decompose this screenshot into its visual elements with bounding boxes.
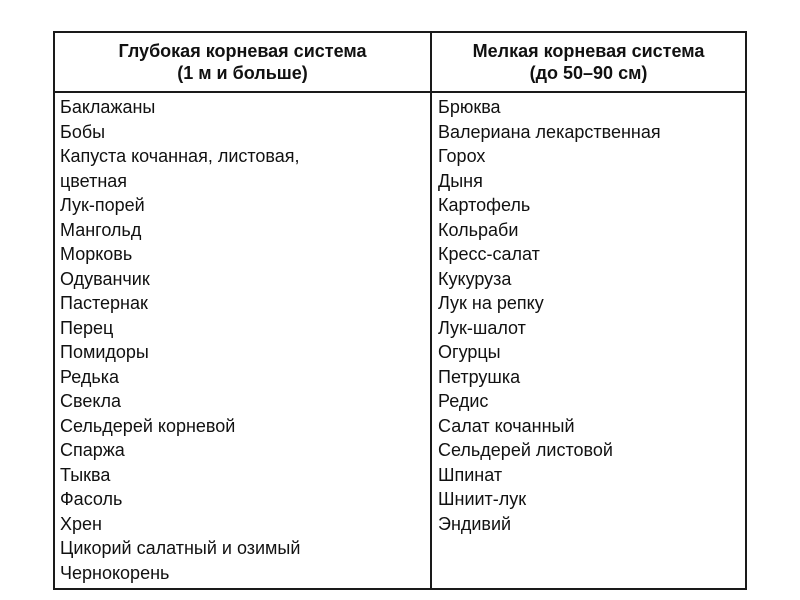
shallow-root-header-title: Мелкая корневая система — [472, 41, 705, 61]
list-item: цветная — [60, 170, 128, 191]
list-item: Хрен — [60, 513, 102, 534]
deep-root-header — [55, 33, 430, 93]
list-item: Валериана лекарственная — [438, 121, 661, 142]
list-item: Помидоры — [60, 342, 149, 362]
list-item: Эндивий — [438, 513, 512, 534]
list-item: Брюква — [438, 97, 501, 117]
shallow-root-column — [430, 33, 745, 588]
list-item: Одуванчик — [60, 268, 150, 289]
list-item: Горох — [438, 146, 486, 166]
list-item: Сельдерей корневой — [60, 415, 236, 436]
list-item: Капуста кочанная, листовая, — [60, 146, 300, 166]
shallow-root-header — [432, 33, 745, 93]
list-item: Кукуруза — [438, 268, 512, 289]
shallow-root-header-depth: (до 50–90 см) — [529, 63, 648, 83]
list-item: Фасоль — [60, 489, 123, 509]
list-item: Картофель — [438, 195, 531, 215]
list-item: Лук-порей — [60, 195, 145, 215]
list-item: Тыква — [60, 464, 111, 485]
list-item: Баклажаны — [60, 97, 156, 117]
list-item: Лук на репку — [438, 293, 544, 313]
list-item: Перец — [60, 317, 114, 338]
list-item: Салат кочанный — [438, 415, 575, 436]
list-item: Свекла — [60, 391, 121, 411]
list-item: Шниит-лук — [438, 489, 527, 509]
list-item: Редька — [60, 366, 119, 387]
list-item: Кольраби — [438, 219, 519, 240]
deep-root-list — [55, 95, 430, 585]
list-item: Цикорий салатный и озимый — [60, 538, 301, 558]
list-item: Петрушка — [438, 366, 521, 387]
deep-root-column — [55, 33, 430, 588]
list-item: Редис — [438, 391, 489, 411]
list-item: Спаржа — [60, 440, 125, 460]
list-item: Мангольд — [60, 219, 142, 240]
list-item: Морковь — [60, 244, 133, 264]
list-item: Сельдерей листовой — [438, 440, 613, 460]
list-item: Чернокорень — [60, 562, 170, 583]
deep-root-header-title: Глубокая корневая система — [118, 41, 367, 61]
deep-root-header-depth: (1 м и больше) — [177, 63, 308, 83]
shallow-root-list — [432, 95, 745, 536]
list-item: Кресс-салат — [438, 244, 540, 264]
root-system-table — [53, 31, 747, 590]
list-item: Бобы — [60, 121, 106, 142]
list-item: Дыня — [438, 170, 483, 191]
list-item: Лук-шалот — [438, 317, 526, 338]
list-item: Пастернак — [60, 293, 148, 313]
list-item: Огурцы — [438, 342, 501, 362]
list-item: Шпинат — [438, 464, 503, 485]
